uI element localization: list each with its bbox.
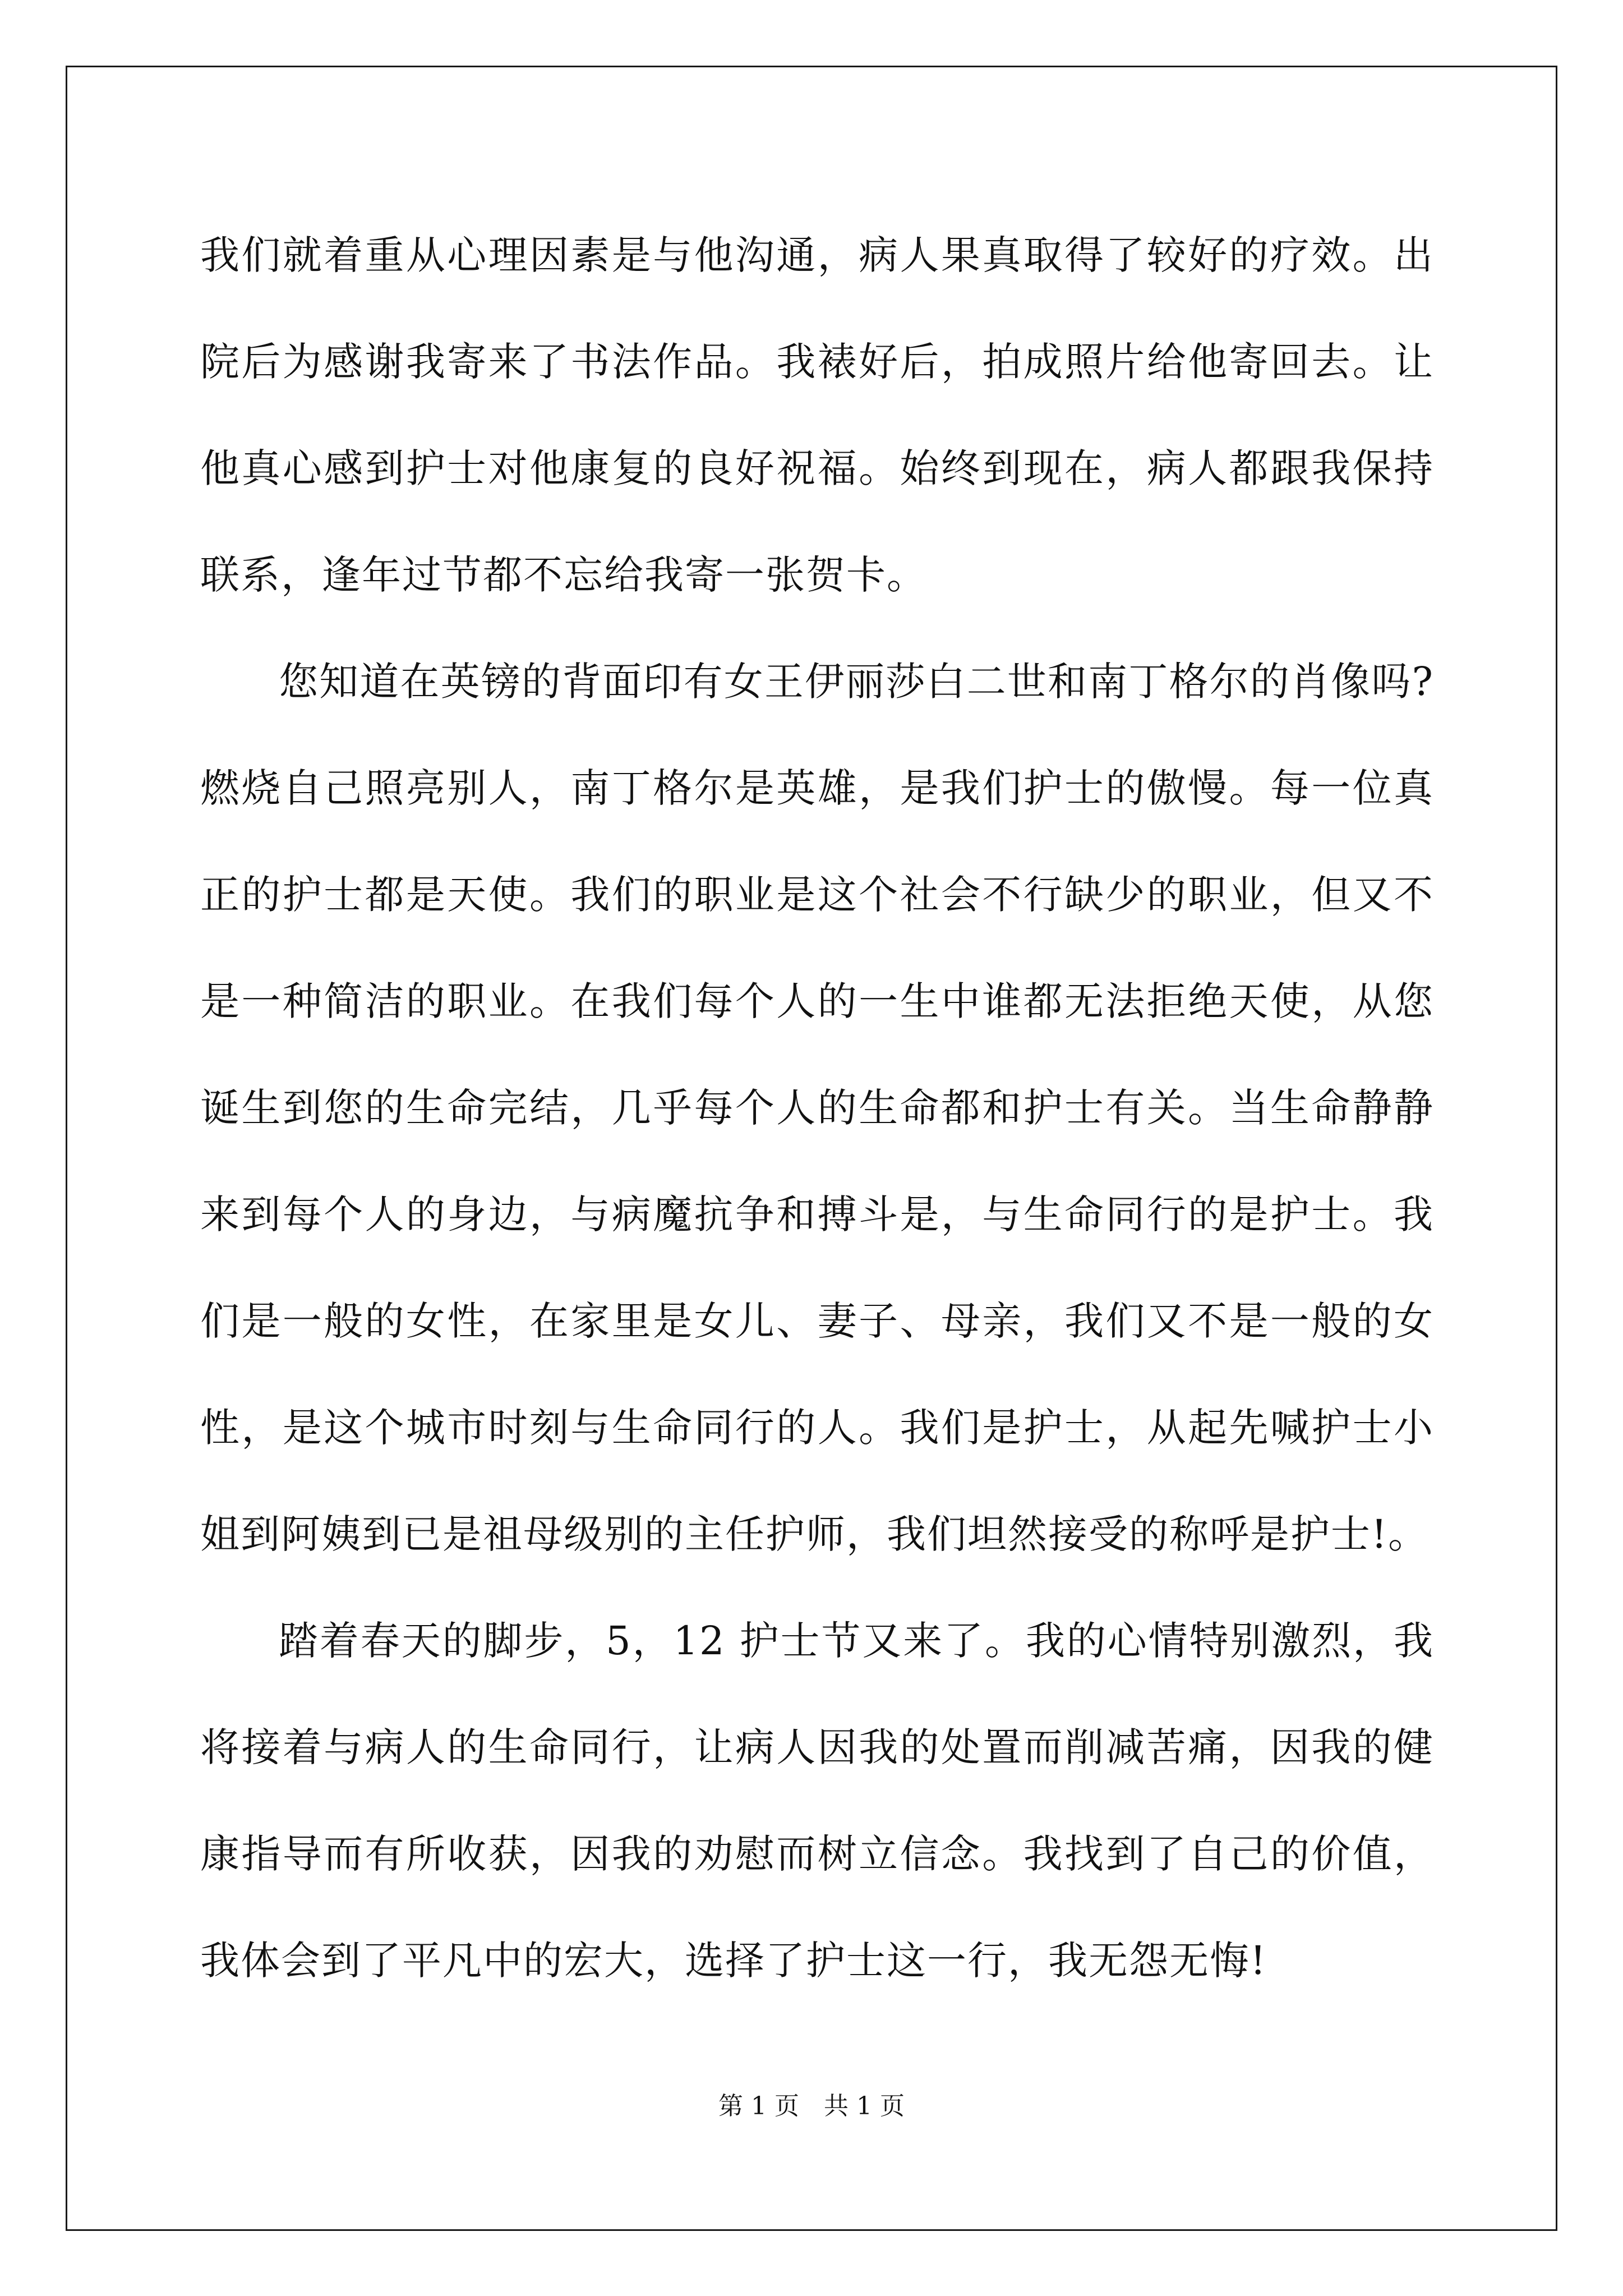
paragraph-2: 您知道在英镑的背面印有女王伊丽莎白二世和南丁格尔的肖像吗?燃烧自己照亮别人，南丁格尔是英雄，是我们护士的傲慢。每一位真正的护士都是天使。我们的职业是这个社会不行缺少的职业，但又不是一种简洁的职业。在我们每个人的一生中谁都无法拒绝天使，从您诞生到您的生命完结，几乎每个人的生命都和护士有关。当生命静静来到每个人的身边，与病魔抗争和搏斗是，与生命同行的是护士。我们是一般的女性，在家里是女儿、妻子、母亲，我们又不是一般的女性，是这个城市时刻与生命同行的人。我们是护士，从起先喊护士小姐到阿姨到已是祖母级别的主任护师，我们坦然接受的称呼是护士!。 [200, 659, 1434, 1557]
paragraph-3: 踏着春天的脚步，5，12 护士节又来了。我的心情特别激烈，我将接着与病人的生命同行，让病人因我的处置而削减苦痛，因我的健康指导而有所收获，因我的劝慰而树立信念。我找到了自己的价值，我体会到了平凡中的宏大，选择了护士这一行，我无怨无悔! [200, 1618, 1434, 1984]
document-body [200, 202, 1434, 2014]
page-footer: 第 1 页 共 1 页 [718, 2092, 905, 2120]
paragraph-1: 我们就着重从心理因素是与他沟通，病人果真取得了较好的疗效。出院后为感谢我寄来了书法作品。我裱好后，拍成照片给他寄回去。让他真心感到护士对他康复的良好祝福。始终到现在，病人都跟我保持联系，逢年过节都不忘给我寄一张贺卡。 [200, 232, 1434, 598]
